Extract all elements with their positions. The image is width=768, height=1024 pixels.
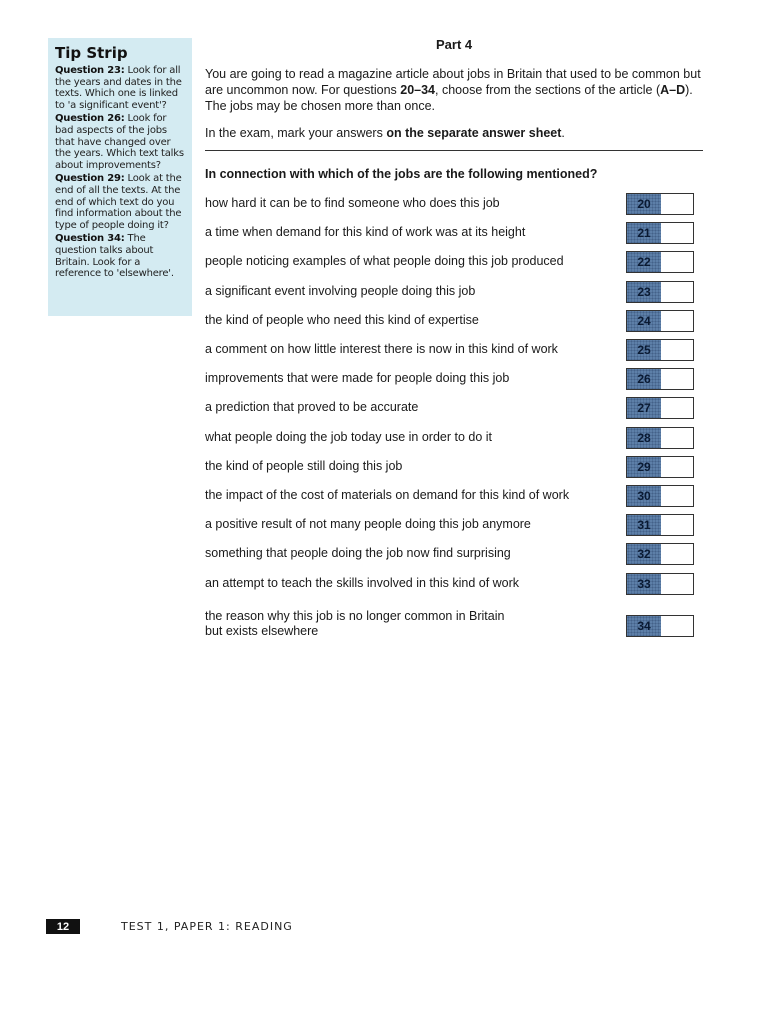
question-text: how hard it can be to find someone who does this job (205, 196, 500, 210)
tip-text: Look for all the years and dates in the texts. Which one is linked to 'a significant event'? (55, 65, 182, 111)
answer-box[interactable] (626, 310, 694, 332)
intro-paragraph (205, 66, 705, 114)
footer-text: TEST 1, PAPER 1: READING (121, 920, 293, 933)
tip-strip-title: Tip Strip (55, 44, 128, 62)
answer-field[interactable] (661, 544, 693, 564)
answer-box[interactable] (626, 281, 694, 303)
tip-strip (48, 38, 192, 316)
answer-field[interactable] (661, 194, 693, 214)
page-number-badge: 12 (46, 919, 80, 934)
answer-field[interactable] (661, 282, 693, 302)
question-number: 34 (627, 616, 661, 636)
part-heading: Part 4 (436, 37, 473, 52)
question-row (205, 222, 697, 246)
question-number: 31 (627, 515, 661, 535)
question-number: 20 (627, 194, 661, 214)
question-row (205, 251, 697, 275)
tip-text: The question talks about Britain. Look for a reference to 'elsewhere'. (55, 233, 174, 280)
intro-text: , choose from the sections of the article ( (435, 83, 661, 97)
question-row (205, 310, 697, 334)
question-number: 23 (627, 282, 661, 302)
answer-box[interactable] (626, 427, 694, 449)
question-text: an attempt to teach the skills involved in this kind of work (205, 576, 520, 590)
question-number: 25 (627, 340, 661, 360)
question-text: a comment on how little interest there is now in this kind of work (205, 342, 558, 356)
tip-text: Look for bad aspects of the jobs that have changed over the years. Which text talks about improvements? (55, 113, 184, 171)
answer-box[interactable] (626, 543, 694, 565)
tip-item (55, 113, 186, 171)
answer-field[interactable] (661, 369, 693, 389)
question-text: a prediction that proved to be accurate (205, 400, 419, 414)
question-text: a significant event involving people doing this job (205, 284, 476, 298)
tip-label: Question 26: (55, 113, 125, 125)
question-text: something that people doing the job now find surprising (205, 546, 511, 560)
tip-label: Question 34: (55, 233, 125, 245)
answer-box[interactable] (626, 222, 694, 244)
exam-note-end: . (561, 126, 565, 140)
question-row (205, 427, 697, 451)
question-text: the kind of people who need this kind of expertise (205, 313, 479, 327)
question-number: 26 (627, 369, 661, 389)
question-row (205, 606, 697, 640)
question-number: 29 (627, 457, 661, 477)
question-number: 32 (627, 544, 661, 564)
question-row (205, 543, 697, 567)
question-text: the kind of people still doing this job (205, 459, 403, 473)
question-number: 28 (627, 428, 661, 448)
answer-field[interactable] (661, 574, 693, 594)
tip-item (55, 233, 186, 279)
answer-field[interactable] (661, 616, 693, 636)
tip-item (55, 173, 186, 231)
question-text: a positive result of not many people doing this job anymore (205, 517, 531, 531)
answer-box[interactable] (626, 615, 694, 637)
question-number: 27 (627, 398, 661, 418)
question-text: the impact of the cost of materials on demand for this kind of work (205, 488, 570, 502)
answer-box[interactable] (626, 485, 694, 507)
question-number: 21 (627, 223, 661, 243)
tip-label: Question 29: (55, 173, 125, 185)
question-heading: In connection with which of the jobs are the following mentioned? (205, 167, 598, 181)
question-range: 20–34 (400, 83, 436, 97)
question-row (205, 485, 697, 509)
question-text: the reason why this job is no longer common in Britain but exists elsewhere (205, 609, 505, 638)
exam-note-text: In the exam, mark your answers (205, 126, 387, 140)
question-text: what people doing the job today use in order to do it (205, 430, 493, 444)
question-text: improvements that were made for people doing this job (205, 371, 510, 385)
answer-box[interactable] (626, 368, 694, 390)
intro-text: You are going to read a magazine article about jobs in Britain that used to be common but are uncommon now. For questions (205, 67, 701, 97)
question-number: 33 (627, 574, 661, 594)
question-row (205, 456, 697, 480)
question-row (205, 193, 697, 217)
question-number: 24 (627, 311, 661, 331)
answer-field[interactable] (661, 340, 693, 360)
answer-box[interactable] (626, 456, 694, 478)
exam-note-bold: on the separate answer sheet (386, 126, 562, 140)
divider (205, 150, 703, 151)
answer-field[interactable] (661, 311, 693, 331)
question-row (205, 514, 697, 538)
tip-item (55, 65, 186, 111)
question-number: 30 (627, 486, 661, 506)
answer-field[interactable] (661, 457, 693, 477)
question-row (205, 397, 697, 421)
answer-field[interactable] (661, 486, 693, 506)
question-number: 22 (627, 252, 661, 272)
answer-box[interactable] (626, 339, 694, 361)
answer-box[interactable] (626, 573, 694, 595)
question-row (205, 281, 697, 305)
answer-box[interactable] (626, 397, 694, 419)
question-row (205, 368, 697, 392)
section-range: A–D (660, 83, 686, 97)
answer-field[interactable] (661, 252, 693, 272)
answer-box[interactable] (626, 251, 694, 273)
intro-text: ). The jobs may be chosen more than once. (205, 83, 693, 113)
answer-field[interactable] (661, 223, 693, 243)
answer-field[interactable] (661, 428, 693, 448)
tip-text: Look at the end of all the texts. At the end of which text do you find information about the type of people doing it? (55, 173, 182, 231)
answer-box[interactable] (626, 514, 694, 536)
question-text: a time when demand for this kind of work was at its height (205, 225, 526, 239)
question-row (205, 573, 697, 597)
question-text: people noticing examples of what people doing this job produced (205, 254, 564, 268)
answer-field[interactable] (661, 515, 693, 535)
exam-note (205, 125, 705, 141)
tip-label: Question 23: (55, 65, 125, 76)
question-row (205, 339, 697, 363)
answer-box[interactable] (626, 193, 694, 215)
answer-field[interactable] (661, 398, 693, 418)
